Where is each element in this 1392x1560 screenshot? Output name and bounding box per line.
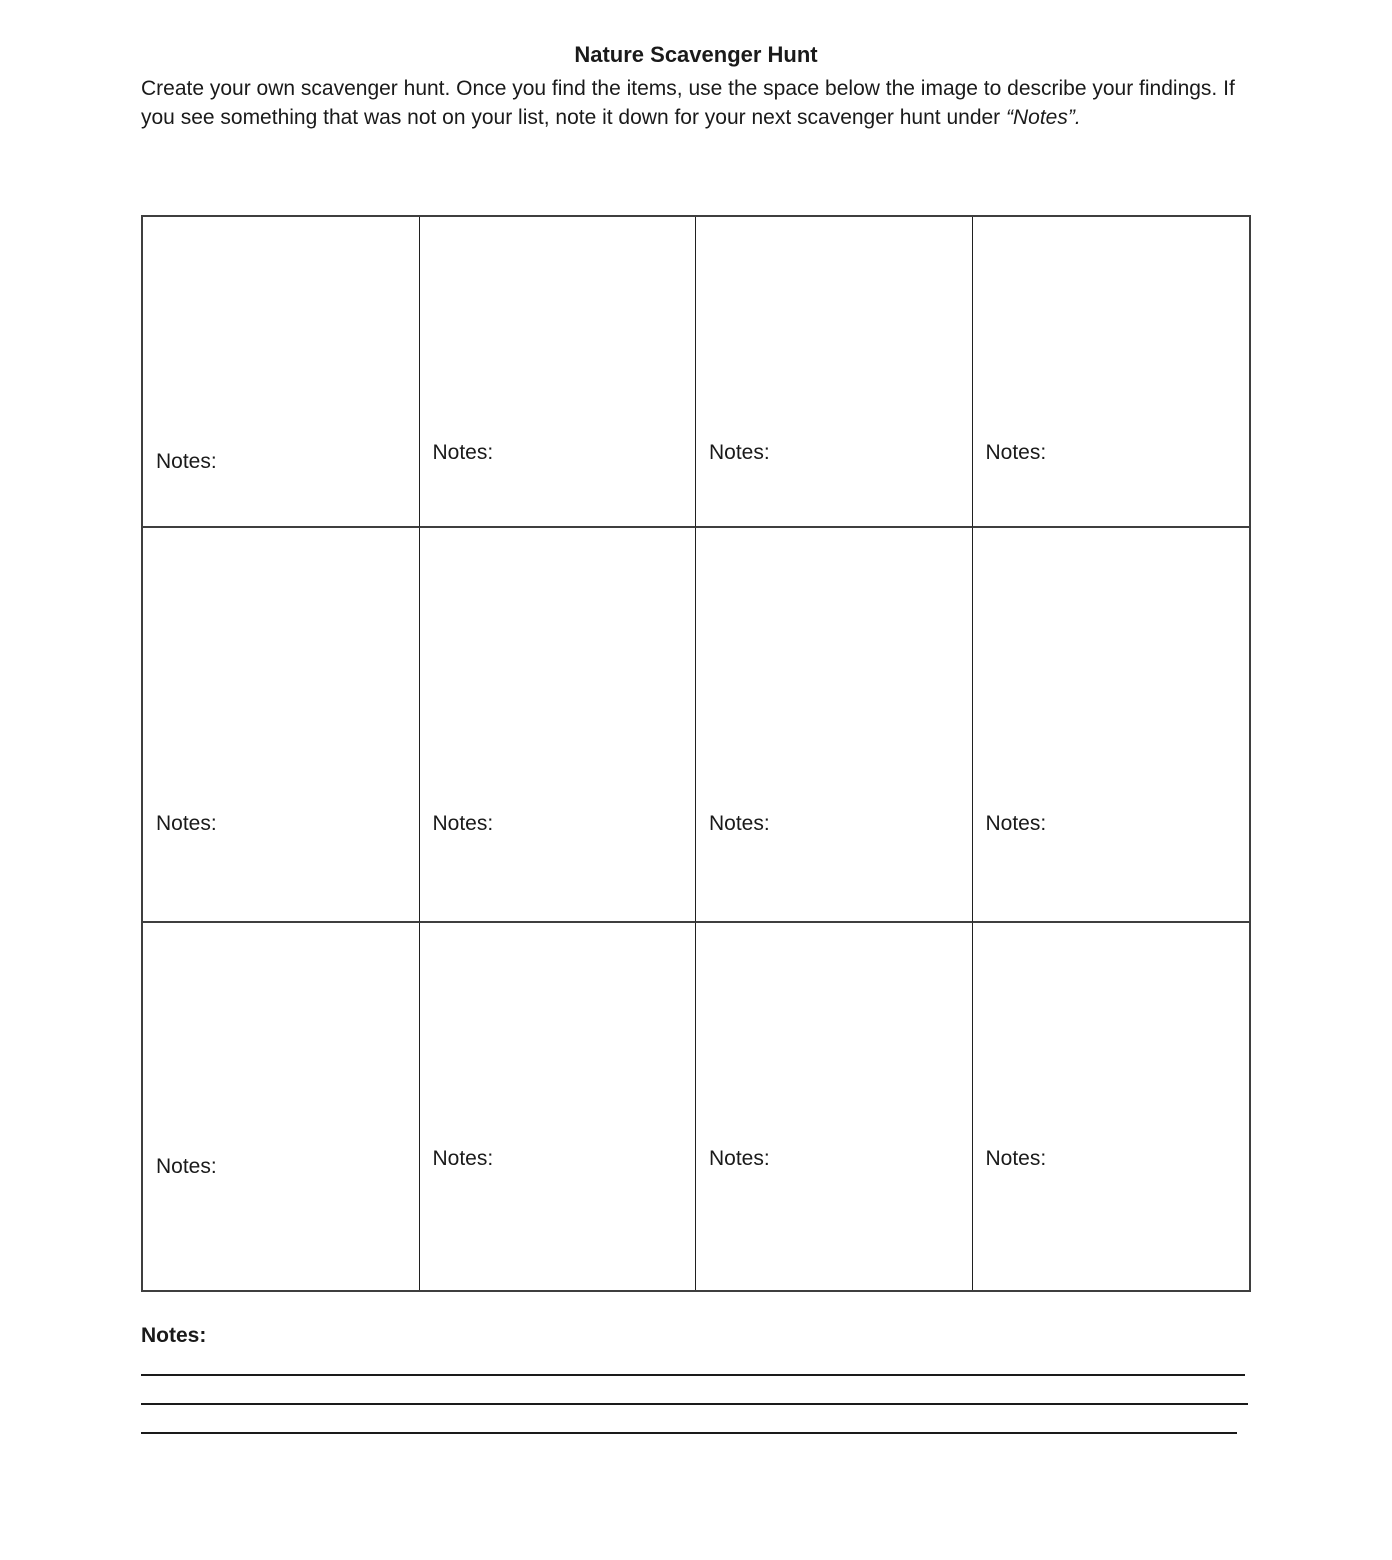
cell-notes-label: Notes: xyxy=(156,1155,217,1178)
note-line xyxy=(141,1374,1245,1376)
instructions-italic-notes: “Notes”. xyxy=(1006,106,1081,129)
note-lines xyxy=(141,1374,1251,1434)
grid-cell xyxy=(143,217,420,528)
grid-cell xyxy=(973,528,1250,923)
grid-cell xyxy=(420,923,697,1290)
grid-cell xyxy=(143,528,420,923)
cell-notes-label: Notes: xyxy=(985,441,1047,464)
cell-notes-label: Notes: xyxy=(156,450,217,473)
cell-notes-label: Notes: xyxy=(709,441,770,464)
grid-cell xyxy=(696,923,973,1290)
cell-notes-label: Notes: xyxy=(156,812,217,835)
cell-notes-label: Notes: xyxy=(709,1147,770,1170)
notes-heading: Notes: xyxy=(141,1324,207,1347)
cell-notes-label: Notes: xyxy=(432,812,494,835)
instructions-paragraph xyxy=(141,74,1247,132)
cell-notes-label: Notes: xyxy=(432,1147,494,1170)
instructions-text: Create your own scavenger hunt. Once you find the items, use the space below the image to describe your findings. If you see something that was not on your list, note it down for your next scavenger hunt under xyxy=(141,77,1235,129)
note-line xyxy=(141,1403,1248,1405)
cell-notes-label: Notes: xyxy=(432,441,494,464)
grid-cell xyxy=(696,528,973,923)
cell-notes-label: Notes: xyxy=(709,812,770,835)
cell-notes-label: Notes: xyxy=(985,1147,1047,1170)
cell-notes-label: Notes: xyxy=(985,812,1047,835)
grid-cell xyxy=(973,217,1250,528)
grid-cell xyxy=(420,528,697,923)
grid-cell xyxy=(420,217,697,528)
page-title: Nature Scavenger Hunt xyxy=(574,42,818,67)
grid-cell xyxy=(973,923,1250,1290)
grid-cell xyxy=(143,923,420,1290)
scavenger-hunt-grid xyxy=(141,215,1251,1292)
notes-section xyxy=(141,1324,1251,1434)
grid-cell xyxy=(696,217,973,528)
note-line xyxy=(141,1432,1237,1434)
